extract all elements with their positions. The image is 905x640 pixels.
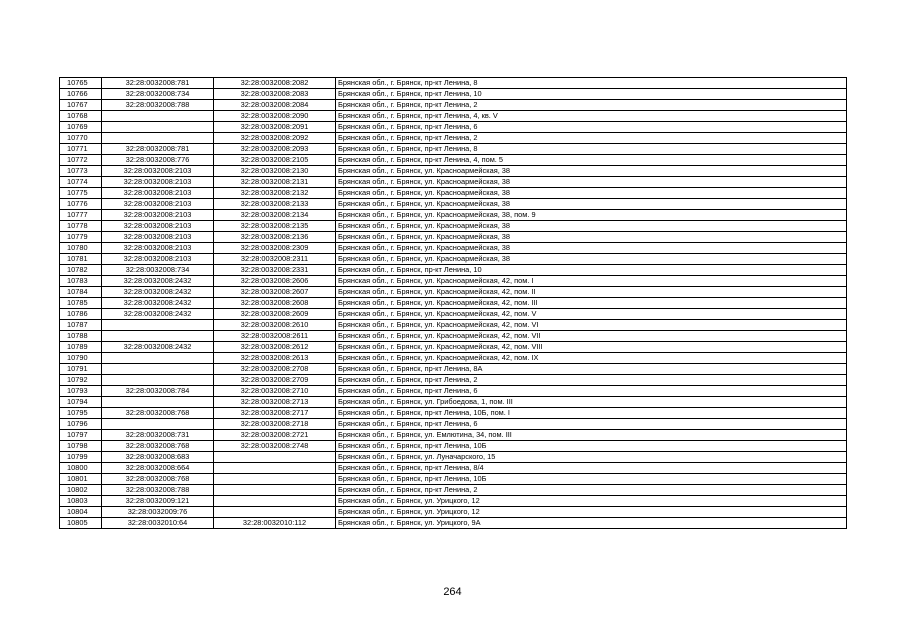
cadastral-number-cell: 32:28:0032008:2103 — [102, 232, 214, 243]
cadastral-number-cell — [102, 331, 214, 342]
registry-table — [59, 77, 847, 529]
object-cadastral-number-cell: 32:28:0032008:2309 — [214, 243, 336, 254]
address-cell: Брянская обл., г. Брянск, ул. Красноармейская, 38 — [336, 254, 847, 265]
cadastral-number-cell: 32:28:0032008:788 — [102, 100, 214, 111]
address-cell: Брянская обл., г. Брянск, пр-кт Ленина, 2 — [336, 133, 847, 144]
row-number-cell: 10790 — [60, 353, 102, 364]
cadastral-number-cell: 32:28:0032008:2432 — [102, 342, 214, 353]
table-row — [60, 221, 847, 232]
cadastral-number-cell — [102, 111, 214, 122]
table-row — [60, 166, 847, 177]
table-row — [60, 375, 847, 386]
table-row — [60, 100, 847, 111]
address-cell: Брянская обл., г. Брянск, ул. Красноармейская, 42, пом. I — [336, 276, 847, 287]
row-number-cell: 10770 — [60, 133, 102, 144]
address-cell: Брянская обл., г. Брянск, пр-кт Ленина, 2 — [336, 375, 847, 386]
cadastral-number-cell: 32:28:0032008:781 — [102, 144, 214, 155]
cadastral-number-cell — [102, 122, 214, 133]
table-row — [60, 507, 847, 518]
address-cell: Брянская обл., г. Брянск, пр-кт Ленина, 10 — [336, 265, 847, 276]
object-cadastral-number-cell: 32:28:0032008:2331 — [214, 265, 336, 276]
row-number-cell: 10794 — [60, 397, 102, 408]
row-number-cell: 10774 — [60, 177, 102, 188]
object-cadastral-number-cell — [214, 474, 336, 485]
row-number-cell: 10802 — [60, 485, 102, 496]
object-cadastral-number-cell: 32:28:0032008:2134 — [214, 210, 336, 221]
address-cell: Брянская обл., г. Брянск, ул. Красноармейская, 38 — [336, 221, 847, 232]
table-row — [60, 276, 847, 287]
table-row — [60, 254, 847, 265]
object-cadastral-number-cell: 32:28:0032008:2612 — [214, 342, 336, 353]
address-cell: Брянская обл., г. Брянск, пр-кт Ленина, 8 — [336, 144, 847, 155]
cadastral-number-cell: 32:28:0032008:768 — [102, 408, 214, 419]
cadastral-number-cell: 32:28:0032008:2432 — [102, 287, 214, 298]
table-row — [60, 243, 847, 254]
address-cell: Брянская обл., г. Брянск, ул. Красноармейская, 38 — [336, 166, 847, 177]
table-row — [60, 144, 847, 155]
cadastral-number-cell: 32:28:0032008:781 — [102, 78, 214, 89]
row-number-cell: 10780 — [60, 243, 102, 254]
address-cell: Брянская обл., г. Брянск, пр-кт Ленина, 8А — [336, 364, 847, 375]
object-cadastral-number-cell: 32:28:0032008:2748 — [214, 441, 336, 452]
table-row — [60, 386, 847, 397]
table-row — [60, 485, 847, 496]
table-row — [60, 89, 847, 100]
object-cadastral-number-cell: 32:28:0032008:2717 — [214, 408, 336, 419]
cadastral-number-cell — [102, 320, 214, 331]
row-number-cell: 10797 — [60, 430, 102, 441]
object-cadastral-number-cell: 32:28:0032008:2091 — [214, 122, 336, 133]
table-row — [60, 287, 847, 298]
object-cadastral-number-cell: 32:28:0032008:2713 — [214, 397, 336, 408]
table-row — [60, 188, 847, 199]
cadastral-number-cell — [102, 397, 214, 408]
table-row — [60, 474, 847, 485]
row-number-cell: 10775 — [60, 188, 102, 199]
address-cell: Брянская обл., г. Брянск, пр-кт Ленина, 2 — [336, 100, 847, 111]
cadastral-number-cell: 32:28:0032008:731 — [102, 430, 214, 441]
object-cadastral-number-cell: 32:28:0032008:2136 — [214, 232, 336, 243]
cadastral-number-cell: 32:28:0032008:2432 — [102, 298, 214, 309]
object-cadastral-number-cell: 32:28:0032010:112 — [214, 518, 336, 529]
object-cadastral-number-cell: 32:28:0032008:2135 — [214, 221, 336, 232]
address-cell: Брянская обл., г. Брянск, ул. Красноармейская, 38 — [336, 232, 847, 243]
cadastral-number-cell: 32:28:0032008:2103 — [102, 199, 214, 210]
table-row — [60, 419, 847, 430]
row-number-cell: 10804 — [60, 507, 102, 518]
cadastral-number-cell: 32:28:0032008:788 — [102, 485, 214, 496]
cadastral-number-cell: 32:28:0032008:2103 — [102, 254, 214, 265]
row-number-cell: 10796 — [60, 419, 102, 430]
address-cell: Брянская обл., г. Брянск, ул. Красноармейская, 42, пом. VIII — [336, 342, 847, 353]
page-number: 264 — [443, 586, 462, 598]
cadastral-number-cell: 32:28:0032008:776 — [102, 155, 214, 166]
table-row — [60, 441, 847, 452]
object-cadastral-number-cell: 32:28:0032008:2609 — [214, 309, 336, 320]
row-number-cell: 10772 — [60, 155, 102, 166]
object-cadastral-number-cell: 32:28:0032008:2133 — [214, 199, 336, 210]
row-number-cell: 10767 — [60, 100, 102, 111]
row-number-cell: 10773 — [60, 166, 102, 177]
object-cadastral-number-cell: 32:28:0032008:2132 — [214, 188, 336, 199]
object-cadastral-number-cell: 32:28:0032008:2606 — [214, 276, 336, 287]
address-cell: Брянская обл., г. Брянск, пр-кт Ленина, 6 — [336, 122, 847, 133]
object-cadastral-number-cell: 32:28:0032008:2710 — [214, 386, 336, 397]
object-cadastral-number-cell: 32:28:0032008:2092 — [214, 133, 336, 144]
table-row — [60, 342, 847, 353]
cadastral-number-cell: 32:28:0032008:2103 — [102, 210, 214, 221]
address-cell: Брянская обл., г. Брянск, ул. Емлютина, 34, пом. III — [336, 430, 847, 441]
cadastral-number-cell: 32:28:0032008:2103 — [102, 188, 214, 199]
row-number-cell: 10771 — [60, 144, 102, 155]
table-row — [60, 408, 847, 419]
row-number-cell: 10779 — [60, 232, 102, 243]
table-row — [60, 452, 847, 463]
object-cadastral-number-cell: 32:28:0032008:2131 — [214, 177, 336, 188]
object-cadastral-number-cell: 32:28:0032008:2084 — [214, 100, 336, 111]
row-number-cell: 10805 — [60, 518, 102, 529]
table-row — [60, 265, 847, 276]
row-number-cell: 10793 — [60, 386, 102, 397]
row-number-cell: 10768 — [60, 111, 102, 122]
address-cell: Брянская обл., г. Брянск, ул. Красноармейская, 38 — [336, 177, 847, 188]
row-number-cell: 10786 — [60, 309, 102, 320]
address-cell: Брянская обл., г. Брянск, пр-кт Ленина, 8/4 — [336, 463, 847, 474]
row-number-cell: 10791 — [60, 364, 102, 375]
row-number-cell: 10800 — [60, 463, 102, 474]
object-cadastral-number-cell: 32:28:0032008:2083 — [214, 89, 336, 100]
table-row — [60, 496, 847, 507]
row-number-cell: 10788 — [60, 331, 102, 342]
address-cell: Брянская обл., г. Брянск, ул. Луначарского, 15 — [336, 452, 847, 463]
address-cell: Брянская обл., г. Брянск, пр-кт Ленина, 8 — [336, 78, 847, 89]
row-number-cell: 10787 — [60, 320, 102, 331]
registry-table-body — [60, 78, 847, 529]
object-cadastral-number-cell — [214, 507, 336, 518]
address-cell: Брянская обл., г. Брянск, пр-кт Ленина, 6 — [336, 419, 847, 430]
cadastral-number-cell: 32:28:0032008:2103 — [102, 221, 214, 232]
object-cadastral-number-cell: 32:28:0032008:2718 — [214, 419, 336, 430]
object-cadastral-number-cell: 32:28:0032008:2093 — [214, 144, 336, 155]
table-row — [60, 320, 847, 331]
address-cell: Брянская обл., г. Брянск, пр-кт Ленина, 4, кв. V — [336, 111, 847, 122]
table-row — [60, 122, 847, 133]
cadastral-number-cell — [102, 353, 214, 364]
address-cell: Брянская обл., г. Брянск, ул. Красноармейская, 42, пом. VI — [336, 320, 847, 331]
cadastral-number-cell: 32:28:0032008:768 — [102, 474, 214, 485]
row-number-cell: 10789 — [60, 342, 102, 353]
address-cell: Брянская обл., г. Брянск, ул. Грибоедова, 1, пом. III — [336, 397, 847, 408]
cadastral-number-cell: 32:28:0032008:2432 — [102, 309, 214, 320]
row-number-cell: 10785 — [60, 298, 102, 309]
row-number-cell: 10781 — [60, 254, 102, 265]
address-cell: Брянская обл., г. Брянск, ул. Урицкого, 12 — [336, 507, 847, 518]
row-number-cell: 10776 — [60, 199, 102, 210]
table-row — [60, 353, 847, 364]
row-number-cell: 10765 — [60, 78, 102, 89]
cadastral-number-cell: 32:28:0032010:64 — [102, 518, 214, 529]
address-cell: Брянская обл., г. Брянск, ул. Красноармейская, 38 — [336, 199, 847, 210]
address-cell: Брянская обл., г. Брянск, ул. Урицкого, 12 — [336, 496, 847, 507]
address-cell: Брянская обл., г. Брянск, ул. Красноармейская, 42, пом. III — [336, 298, 847, 309]
row-number-cell: 10769 — [60, 122, 102, 133]
address-cell: Брянская обл., г. Брянск, ул. Красноармейская, 42, пом. II — [336, 287, 847, 298]
object-cadastral-number-cell: 32:28:0032008:2311 — [214, 254, 336, 265]
row-number-cell: 10792 — [60, 375, 102, 386]
address-cell: Брянская обл., г. Брянск, ул. Красноармейская, 42, пом. IX — [336, 353, 847, 364]
cadastral-number-cell: 32:28:0032009:121 — [102, 496, 214, 507]
address-cell: Брянская обл., г. Брянск, ул. Урицкого, 9А — [336, 518, 847, 529]
table-row — [60, 397, 847, 408]
cadastral-number-cell: 32:28:0032008:734 — [102, 89, 214, 100]
address-cell: Брянская обл., г. Брянск, пр-кт Ленина, 10Б, пом. I — [336, 408, 847, 419]
row-number-cell: 10801 — [60, 474, 102, 485]
cadastral-number-cell — [102, 375, 214, 386]
table-row — [60, 111, 847, 122]
row-number-cell: 10784 — [60, 287, 102, 298]
object-cadastral-number-cell: 32:28:0032008:2090 — [214, 111, 336, 122]
table-row — [60, 177, 847, 188]
row-number-cell: 10766 — [60, 89, 102, 100]
address-cell: Брянская обл., г. Брянск, пр-кт Ленина, 10Б — [336, 441, 847, 452]
object-cadastral-number-cell: 32:28:0032008:2611 — [214, 331, 336, 342]
address-cell: Брянская обл., г. Брянск, пр-кт Ленина, 10Б — [336, 474, 847, 485]
cadastral-number-cell — [102, 133, 214, 144]
row-number-cell: 10799 — [60, 452, 102, 463]
row-number-cell: 10795 — [60, 408, 102, 419]
row-number-cell: 10777 — [60, 210, 102, 221]
table-row — [60, 155, 847, 166]
table-row — [60, 133, 847, 144]
cadastral-number-cell: 32:28:0032008:2103 — [102, 177, 214, 188]
table-row — [60, 463, 847, 474]
object-cadastral-number-cell — [214, 463, 336, 474]
cadastral-number-cell: 32:28:0032008:768 — [102, 441, 214, 452]
object-cadastral-number-cell: 32:28:0032008:2613 — [214, 353, 336, 364]
object-cadastral-number-cell: 32:28:0032008:2607 — [214, 287, 336, 298]
row-number-cell: 10803 — [60, 496, 102, 507]
table-row — [60, 78, 847, 89]
cadastral-number-cell: 32:28:0032009:76 — [102, 507, 214, 518]
table-row — [60, 309, 847, 320]
table-row — [60, 518, 847, 529]
cadastral-number-cell: 32:28:0032008:2432 — [102, 276, 214, 287]
row-number-cell: 10778 — [60, 221, 102, 232]
object-cadastral-number-cell — [214, 485, 336, 496]
object-cadastral-number-cell: 32:28:0032008:2608 — [214, 298, 336, 309]
address-cell: Брянская обл., г. Брянск, пр-кт Ленина, 10 — [336, 89, 847, 100]
cadastral-number-cell: 32:28:0032008:664 — [102, 463, 214, 474]
object-cadastral-number-cell: 32:28:0032008:2082 — [214, 78, 336, 89]
address-cell: Брянская обл., г. Брянск, ул. Красноармейская, 38, пом. 9 — [336, 210, 847, 221]
cadastral-number-cell: 32:28:0032008:2103 — [102, 243, 214, 254]
object-cadastral-number-cell: 32:28:0032008:2708 — [214, 364, 336, 375]
table-row — [60, 210, 847, 221]
table-row — [60, 364, 847, 375]
address-cell: Брянская обл., г. Брянск, ул. Красноармейская, 38 — [336, 188, 847, 199]
row-number-cell: 10782 — [60, 265, 102, 276]
cadastral-number-cell: 32:28:0032008:784 — [102, 386, 214, 397]
object-cadastral-number-cell — [214, 496, 336, 507]
row-number-cell: 10783 — [60, 276, 102, 287]
table-row — [60, 199, 847, 210]
address-cell: Брянская обл., г. Брянск, пр-кт Ленина, 2 — [336, 485, 847, 496]
cadastral-number-cell: 32:28:0032008:2103 — [102, 166, 214, 177]
address-cell: Брянская обл., г. Брянск, пр-кт Ленина, 4, пом. 5 — [336, 155, 847, 166]
address-cell: Брянская обл., г. Брянск, ул. Красноармейская, 42, пом. VII — [336, 331, 847, 342]
cadastral-number-cell: 32:28:0032008:734 — [102, 265, 214, 276]
object-cadastral-number-cell — [214, 452, 336, 463]
object-cadastral-number-cell: 32:28:0032008:2721 — [214, 430, 336, 441]
table-row — [60, 331, 847, 342]
object-cadastral-number-cell: 32:28:0032008:2130 — [214, 166, 336, 177]
object-cadastral-number-cell: 32:28:0032008:2610 — [214, 320, 336, 331]
table-row — [60, 232, 847, 243]
table-row — [60, 298, 847, 309]
address-cell: Брянская обл., г. Брянск, ул. Красноармейская, 42, пом. V — [336, 309, 847, 320]
address-cell: Брянская обл., г. Брянск, ул. Красноармейская, 38 — [336, 243, 847, 254]
cadastral-number-cell — [102, 419, 214, 430]
row-number-cell: 10798 — [60, 441, 102, 452]
object-cadastral-number-cell: 32:28:0032008:2105 — [214, 155, 336, 166]
table-row — [60, 430, 847, 441]
cadastral-number-cell — [102, 364, 214, 375]
cadastral-number-cell: 32:28:0032008:683 — [102, 452, 214, 463]
object-cadastral-number-cell: 32:28:0032008:2709 — [214, 375, 336, 386]
address-cell: Брянская обл., г. Брянск, пр-кт Ленина, 6 — [336, 386, 847, 397]
